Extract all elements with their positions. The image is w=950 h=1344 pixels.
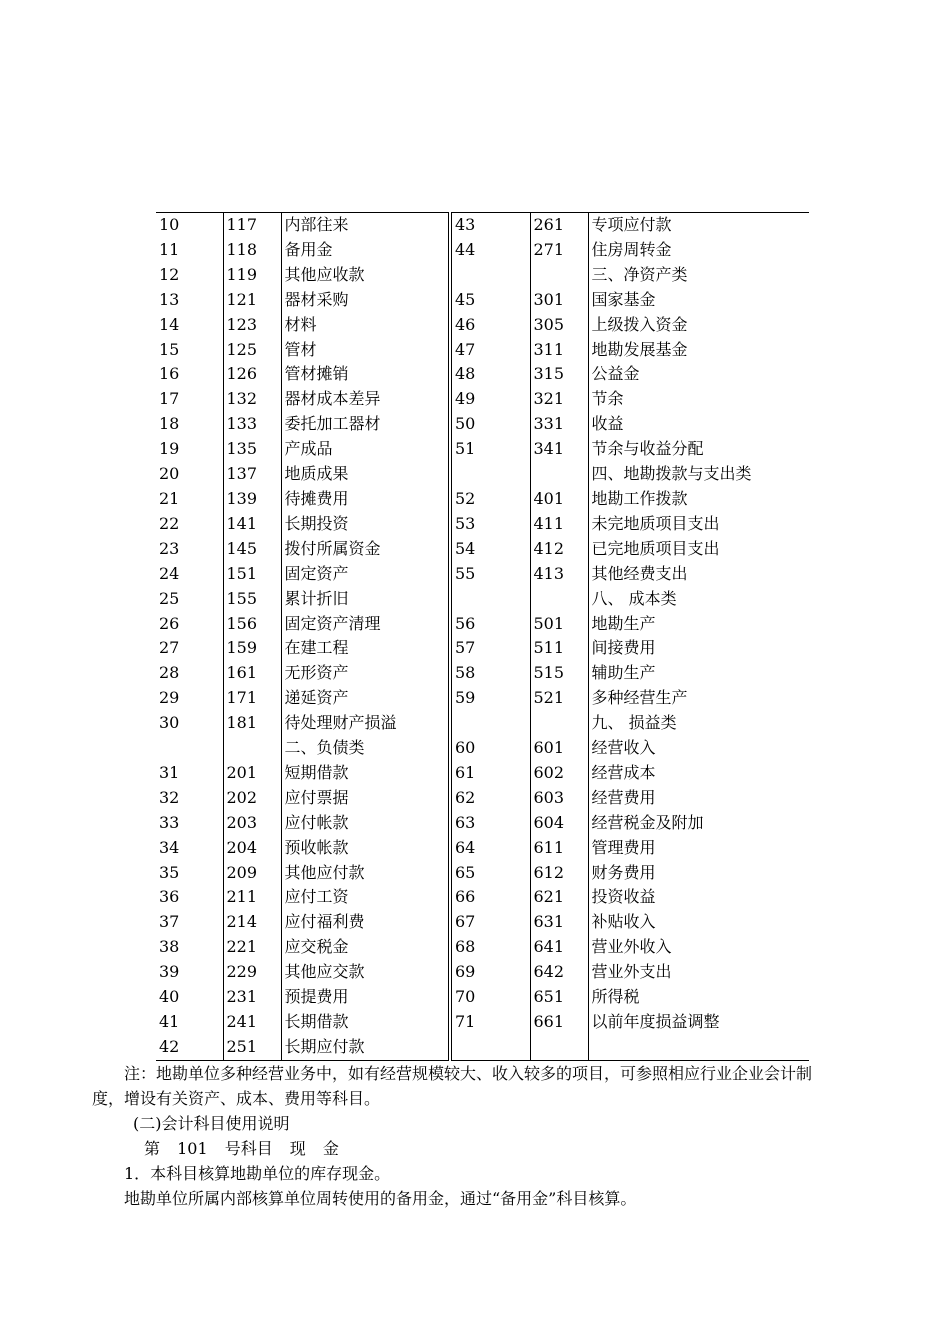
- cell-code-left: 119: [223, 263, 281, 288]
- paragraph-1: 地勘单位所属内部核算单位周转使用的备用金，通过“备用金”科目核算。: [124, 1189, 637, 1208]
- cell-seq-right: 43: [450, 213, 530, 238]
- table-row: [156, 761, 809, 786]
- cell-name-left: 长期应付款: [281, 1035, 450, 1060]
- table-row: [156, 985, 809, 1010]
- cell-seq-left: 22: [159, 513, 180, 533]
- cell-seq-left: 11: [159, 239, 180, 259]
- cell-seq-right: 60: [450, 736, 530, 761]
- cell-name-left: 无形资产: [281, 661, 450, 686]
- cell-name-right: 经营税金及附加: [588, 811, 809, 836]
- cell-name-right: 间接费用: [588, 636, 809, 661]
- cell-seq-left: 29: [159, 688, 180, 708]
- cell-seq-right: 53: [450, 512, 530, 537]
- cell-code-left: 201: [223, 761, 281, 786]
- table-row: [156, 587, 809, 612]
- table-row: [156, 686, 809, 711]
- cell-code-left: 123: [223, 313, 281, 338]
- cell-code-right: 651: [530, 985, 588, 1010]
- cell-seq-right: 47: [450, 338, 530, 363]
- cell-seq-right: 68: [450, 935, 530, 960]
- table-row: [156, 935, 809, 960]
- cell-name-left: 其他应付款: [281, 861, 450, 886]
- cell-name-left: 其他应收款: [281, 263, 450, 288]
- table-row: [156, 786, 809, 811]
- item-1: 1．本科目核算地勘单位的库存现金。: [124, 1164, 391, 1183]
- cell-name-right: 节余与收益分配: [588, 437, 809, 462]
- cell-code-right: 271: [530, 238, 588, 263]
- cell-code-left: 181: [223, 711, 281, 736]
- cell-name-right: 专项应付款: [588, 213, 809, 238]
- cell-name-left: 应付帐款: [281, 811, 450, 836]
- cell-seq-right: [450, 263, 530, 288]
- table-row: [156, 512, 809, 537]
- cell-seq-left: 26: [159, 613, 180, 633]
- cell-code-right: 305: [530, 313, 588, 338]
- cell-name-left: 累计折旧: [281, 587, 450, 612]
- cell-code-right: 411: [530, 512, 588, 537]
- cell-code-right: 412: [530, 537, 588, 562]
- cell-seq-left: 18: [159, 414, 180, 434]
- cell-name-left: 应付福利费: [281, 910, 450, 935]
- cell-seq-right: 49: [450, 387, 530, 412]
- cell-name-left: 长期投资: [281, 512, 450, 537]
- cell-seq-right: 64: [450, 836, 530, 861]
- cell-code-right: 611: [530, 836, 588, 861]
- cell-name-right: [588, 1035, 809, 1060]
- cell-seq-right: 61: [450, 761, 530, 786]
- cell-name-left: 拨付所属资金: [281, 537, 450, 562]
- cell-code-left: 231: [223, 985, 281, 1010]
- cell-name-right: 经营收入: [588, 736, 809, 761]
- cell-seq-left: 42: [159, 1036, 180, 1056]
- table-row: [156, 338, 809, 363]
- cell-code-right: 631: [530, 910, 588, 935]
- cell-seq-right: 70: [450, 985, 530, 1010]
- cell-code-left: 118: [223, 238, 281, 263]
- table-row: [156, 213, 809, 238]
- cell-seq-right: 48: [450, 362, 530, 387]
- cell-name-right: 四、地勘拨款与支出类: [588, 462, 809, 487]
- table-row: [156, 636, 809, 661]
- cell-code-right: 642: [530, 960, 588, 985]
- cell-seq-right: [450, 711, 530, 736]
- cell-name-left: 器材采购: [281, 288, 450, 313]
- cell-seq-left: 21: [159, 488, 180, 508]
- note-line-1: 注：地勘单位多种经营业务中，如有经营规模较大、收入较多的项目，可参照相应行业企业会计制: [124, 1064, 813, 1083]
- cell-seq-right: 57: [450, 636, 530, 661]
- cell-name-right: 多种经营生产: [588, 686, 809, 711]
- cell-seq-left: 36: [159, 887, 180, 907]
- cell-code-right: [530, 1035, 588, 1060]
- cell-code-left: 151: [223, 562, 281, 587]
- cell-name-left: 材料: [281, 313, 450, 338]
- cell-name-left: 地质成果: [281, 462, 450, 487]
- cell-code-left: 156: [223, 612, 281, 637]
- cell-name-left: 备用金: [281, 238, 450, 263]
- cell-code-right: 341: [530, 437, 588, 462]
- cell-name-left: 固定资产: [281, 562, 450, 587]
- cell-name-right: 公益金: [588, 362, 809, 387]
- table-row: [156, 263, 809, 288]
- cell-seq-left: 27: [159, 638, 180, 658]
- cell-code-left: 132: [223, 387, 281, 412]
- cell-name-left: 短期借款: [281, 761, 450, 786]
- cell-code-right: [530, 462, 588, 487]
- table-row: [156, 1010, 809, 1035]
- table-row: [156, 487, 809, 512]
- cell-name-right: 三、净资产类: [588, 263, 809, 288]
- table-body: [156, 213, 809, 1061]
- cell-seq-left: 12: [159, 264, 180, 284]
- cell-code-right: 521: [530, 686, 588, 711]
- subject-heading: 第 101 号科目 现 金: [144, 1139, 339, 1158]
- cell-seq-right: 56: [450, 612, 530, 637]
- cell-code-right: 401: [530, 487, 588, 512]
- cell-name-right: 财务费用: [588, 861, 809, 886]
- table-row: [156, 910, 809, 935]
- cell-code-right: 603: [530, 786, 588, 811]
- cell-name-left: 应交税金: [281, 935, 450, 960]
- cell-code-right: 612: [530, 861, 588, 886]
- cell-seq-left: 15: [159, 339, 180, 359]
- cell-seq-right: 50: [450, 412, 530, 437]
- cell-code-left: 161: [223, 661, 281, 686]
- cell-name-left: 待摊费用: [281, 487, 450, 512]
- cell-name-left: 应付票据: [281, 786, 450, 811]
- cell-name-left: 二、负债类: [281, 736, 450, 761]
- cell-code-left: 125: [223, 338, 281, 363]
- cell-code-left: 214: [223, 910, 281, 935]
- cell-name-right: 节余: [588, 387, 809, 412]
- cell-code-left: 203: [223, 811, 281, 836]
- cell-seq-left: 33: [159, 812, 180, 832]
- cell-code-left: 133: [223, 412, 281, 437]
- cell-name-right: 上级拨入资金: [588, 313, 809, 338]
- cell-name-right: 收益: [588, 412, 809, 437]
- cell-code-right: [530, 263, 588, 288]
- cell-seq-left: 38: [159, 937, 180, 957]
- cell-code-left: 211: [223, 885, 281, 910]
- cell-seq-right: 65: [450, 861, 530, 886]
- cell-seq-left: 40: [159, 987, 180, 1007]
- table-row: [156, 811, 809, 836]
- cell-code-left: 204: [223, 836, 281, 861]
- accounting-subjects-table: [156, 212, 809, 1061]
- cell-code-right: 301: [530, 288, 588, 313]
- table-row: [156, 562, 809, 587]
- cell-seq-left: 10: [159, 215, 180, 234]
- cell-seq-left: 34: [159, 837, 180, 857]
- cell-name-left: 固定资产清理: [281, 612, 450, 637]
- cell-seq-left: 41: [159, 1012, 180, 1031]
- cell-code-right: 261: [530, 213, 588, 238]
- cell-seq-right: 55: [450, 562, 530, 587]
- cell-seq-right: 67: [450, 910, 530, 935]
- cell-name-right: 九、 损益类: [588, 711, 809, 736]
- cell-name-left: 管材摊销: [281, 362, 450, 387]
- cell-seq-right: 46: [450, 313, 530, 338]
- cell-seq-right: 71: [450, 1010, 530, 1035]
- cell-name-left: 产成品: [281, 437, 450, 462]
- cell-seq-left: 30: [159, 713, 180, 733]
- cell-name-right: 管理费用: [588, 836, 809, 861]
- table-row: [156, 462, 809, 487]
- cell-name-left: 预收帐款: [281, 836, 450, 861]
- cell-code-left: 171: [223, 686, 281, 711]
- cell-code-right: 641: [530, 935, 588, 960]
- cell-name-right: 已完地质项目支出: [588, 537, 809, 562]
- cell-seq-right: 51: [450, 437, 530, 462]
- table-row: [156, 362, 809, 387]
- cell-seq-right: 58: [450, 661, 530, 686]
- table-row: [156, 1035, 809, 1060]
- cell-name-left: 在建工程: [281, 636, 450, 661]
- cell-seq-right: 63: [450, 811, 530, 836]
- cell-code-left: 139: [223, 487, 281, 512]
- cell-name-left: 内部往来: [281, 213, 450, 238]
- cell-seq-left: 35: [159, 862, 180, 882]
- table-row: [156, 661, 809, 686]
- table-row: [156, 885, 809, 910]
- cell-name-left: 委托加工器材: [281, 412, 450, 437]
- cell-seq-left: 31: [159, 762, 180, 782]
- cell-code-right: 621: [530, 885, 588, 910]
- cell-seq-left: 13: [159, 289, 180, 309]
- cell-name-right: 营业外收入: [588, 935, 809, 960]
- cell-seq-right: 69: [450, 960, 530, 985]
- cell-code-left: 135: [223, 437, 281, 462]
- cell-code-left: 155: [223, 587, 281, 612]
- cell-code-left: 117: [223, 213, 281, 238]
- cell-code-right: 331: [530, 412, 588, 437]
- cell-seq-left: 14: [159, 314, 180, 334]
- cell-name-left: 其他应交款: [281, 960, 450, 985]
- table-row: [156, 960, 809, 985]
- cell-name-right: 经营费用: [588, 786, 809, 811]
- cell-code-right: [530, 711, 588, 736]
- cell-seq-left: 28: [159, 663, 180, 683]
- cell-seq-left: [156, 736, 223, 761]
- cell-name-left: 管材: [281, 338, 450, 363]
- cell-seq-right: 52: [450, 487, 530, 512]
- cell-seq-left: 19: [159, 439, 180, 459]
- cell-code-left: 137: [223, 462, 281, 487]
- cell-name-right: 其他经费支出: [588, 562, 809, 587]
- cell-name-right: 所得税: [588, 985, 809, 1010]
- table-row: [156, 437, 809, 462]
- cell-code-left: 126: [223, 362, 281, 387]
- cell-name-left: 器材成本差异: [281, 387, 450, 412]
- cell-name-right: 地勘发展基金: [588, 338, 809, 363]
- cell-seq-left: 37: [159, 912, 180, 932]
- cell-code-right: 321: [530, 387, 588, 412]
- table-row: [156, 836, 809, 861]
- table-row: [156, 711, 809, 736]
- cell-name-right: 地勘工作拨款: [588, 487, 809, 512]
- cell-name-right: 八、 成本类: [588, 587, 809, 612]
- cell-seq-right: [450, 587, 530, 612]
- table-row: [156, 537, 809, 562]
- cell-name-left: 预提费用: [281, 985, 450, 1010]
- section-heading: (二)会计科目使用说明: [133, 1114, 290, 1133]
- note-line-2: 度，增设有关资产、成本、费用等科目。: [92, 1089, 381, 1108]
- table-row: [156, 612, 809, 637]
- cell-code-right: 515: [530, 661, 588, 686]
- cell-code-right: 604: [530, 811, 588, 836]
- cell-code-right: 602: [530, 761, 588, 786]
- cell-name-left: 待处理财产损溢: [281, 711, 450, 736]
- cell-code-left: 141: [223, 512, 281, 537]
- cell-code-left: 209: [223, 861, 281, 886]
- cell-name-right: 投资收益: [588, 885, 809, 910]
- cell-seq-right: 59: [450, 686, 530, 711]
- table-row: [156, 238, 809, 263]
- cell-name-right: 补贴收入: [588, 910, 809, 935]
- cell-name-right: 住房周转金: [588, 238, 809, 263]
- cell-name-right: 国家基金: [588, 288, 809, 313]
- table-row: [156, 412, 809, 437]
- cell-code-right: 601: [530, 736, 588, 761]
- cell-code-right: 315: [530, 362, 588, 387]
- cell-name-right: 未完地质项目支出: [588, 512, 809, 537]
- cell-seq-left: 39: [159, 962, 180, 982]
- cell-code-left: 229: [223, 960, 281, 985]
- cell-code-left: 202: [223, 786, 281, 811]
- cell-name-right: 地勘生产: [588, 612, 809, 637]
- cell-name-left: 应付工资: [281, 885, 450, 910]
- cell-code-left: 241: [223, 1010, 281, 1035]
- cell-seq-left: 25: [159, 588, 180, 608]
- cell-seq-right: 54: [450, 537, 530, 562]
- table-row: [156, 387, 809, 412]
- cell-seq-right: 66: [450, 885, 530, 910]
- cell-code-left: 159: [223, 636, 281, 661]
- cell-code-right: 501: [530, 612, 588, 637]
- cell-seq-left: 32: [159, 787, 180, 807]
- cell-code-right: 511: [530, 636, 588, 661]
- cell-seq-left: 20: [159, 464, 180, 484]
- cell-code-left: 251: [223, 1035, 281, 1060]
- table-row: [156, 736, 809, 761]
- cell-name-right: 经营成本: [588, 761, 809, 786]
- cell-code-left: 121: [223, 288, 281, 313]
- table-row: [156, 861, 809, 886]
- cell-code-right: 661: [530, 1010, 588, 1035]
- cell-code-left: 145: [223, 537, 281, 562]
- cell-seq-right: 62: [450, 786, 530, 811]
- cell-seq-left: 24: [159, 563, 180, 583]
- table-row: [156, 288, 809, 313]
- cell-seq-left: 23: [159, 538, 180, 558]
- cell-code-right: [530, 587, 588, 612]
- cell-seq-right: [450, 462, 530, 487]
- cell-code-left: 221: [223, 935, 281, 960]
- cell-code-right: 413: [530, 562, 588, 587]
- cell-seq-right: 44: [450, 238, 530, 263]
- cell-name-right: 营业外支出: [588, 960, 809, 985]
- cell-seq-left: 16: [159, 364, 180, 384]
- cell-seq-right: 45: [450, 288, 530, 313]
- cell-code-left: [223, 736, 281, 761]
- cell-seq-left: 17: [159, 389, 180, 409]
- cell-name-right: 辅助生产: [588, 661, 809, 686]
- cell-name-right: 以前年度损益调整: [588, 1010, 809, 1035]
- cell-code-right: 311: [530, 338, 588, 363]
- table-row: [156, 313, 809, 338]
- cell-seq-right: [450, 1035, 530, 1060]
- cell-name-left: 递延资产: [281, 686, 450, 711]
- cell-name-left: 长期借款: [281, 1010, 450, 1035]
